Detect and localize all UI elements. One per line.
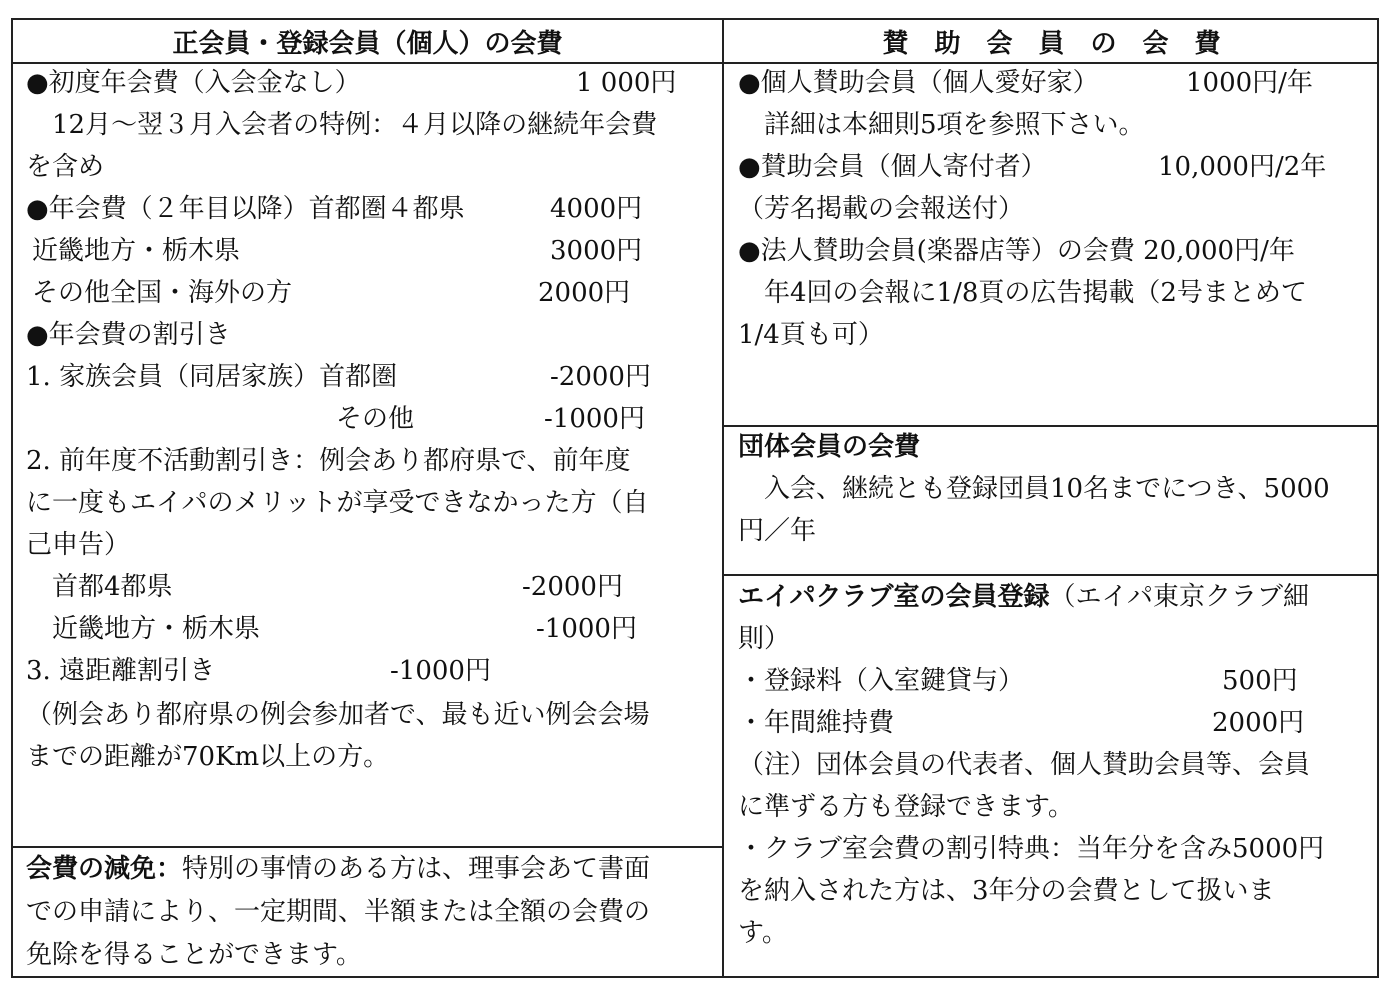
fee-reduction-line1 — [26, 852, 650, 886]
left-reduction-divider — [11, 846, 722, 848]
individual-supporter-label: ●個人賛助会員（個人愛好家） — [738, 68, 1099, 98]
distance-discount-amount: -1000円 — [390, 656, 491, 686]
distance-discount-label: 3. 遠距離割引き — [26, 656, 216, 686]
club-discount2: を納入された方は、3年分の会費として扱いま — [738, 876, 1275, 906]
inactivity-discount-line2: に一度もエイパのメリットが享受できなかった方（自 — [26, 488, 649, 518]
annual-fee-kinki-amount: 3000円 — [550, 236, 643, 266]
corporate-supporter-note1: 年4回の会報に1/8頁の広告掲載（2号まとめて — [738, 278, 1307, 308]
header-divider — [11, 62, 1379, 64]
family-discount-amount: -2000円 — [550, 362, 651, 392]
club-discount3: す。 — [738, 918, 788, 948]
donor-supporter-label: ●賛助会員（個人寄付者） — [738, 152, 1047, 182]
individual-supporter-note: 詳細は本細則5項を参照下さい。 — [738, 110, 1145, 140]
club-note2: に準ずる方も登録できます。 — [738, 792, 1074, 822]
inactivity-capital-label: 首都4都県 — [26, 572, 173, 602]
club-room-title-suffix: （エイパ東京クラブ細 — [1049, 582, 1309, 612]
family-discount-other-label: その他 — [336, 404, 415, 434]
registration-fee-amount: 500円 — [1222, 666, 1298, 696]
maintenance-fee-amount: 2000円 — [1212, 708, 1305, 738]
corporate-supporter-label: ●法人賛助会員(楽器店等）の会費 20,000円/年 — [738, 236, 1295, 266]
family-discount-label: 1. 家族会員（同居家族）首都圏 — [26, 362, 398, 392]
fee-reduction-text2: での申請により、一定期間、半額または全額の会費の — [26, 897, 651, 927]
annual-fee-capital-amount: 4000円 — [550, 194, 643, 224]
inactivity-kinki-label: 近畿地方・栃木県 — [26, 614, 261, 644]
fee-reduction-text1: 特別の事情のある方は、理事会あて書面 — [182, 854, 651, 884]
group-member-title: 団体会員の会費 — [738, 432, 921, 462]
fee-reduction-title: 会費の減免： — [26, 854, 183, 884]
discount-heading: ●年会費の割引き — [26, 320, 231, 350]
group-member-text1: 入会、継続とも登録団員10名までにつき、5000 — [738, 474, 1330, 504]
first-year-fee-amount: 1 000円 — [576, 68, 677, 98]
group-member-text2: 円／年 — [738, 516, 817, 546]
distance-discount-note2: までの距離が70Km以上の方。 — [26, 742, 390, 772]
donor-supporter-amount: 10,000円/2年 — [1158, 152, 1327, 182]
right-club-divider — [722, 574, 1379, 576]
club-room-title-line — [738, 580, 1309, 614]
late-join-note: 12月～翌３月入会者の特例：４月以降の継続年会費 — [26, 110, 658, 140]
inactivity-discount-line3: 己申告） — [26, 530, 131, 560]
inactivity-kinki-amount: -1000円 — [536, 614, 637, 644]
inactivity-discount-line1: 2. 前年度不活動割引き：例会あり都府県で、前年度 — [26, 446, 631, 476]
right-column-header: 賛 助 会 員 の 会 費 — [882, 28, 1221, 59]
maintenance-fee-label: ・年間維持費 — [738, 708, 895, 738]
annual-fee-kinki-label: 近畿地方・栃木県 — [32, 236, 241, 266]
donor-supporter-note: （芳名掲載の会報送付） — [738, 194, 1025, 224]
first-year-fee-label: ●初度年会費（入会金なし） — [26, 68, 361, 98]
center-divider — [722, 18, 724, 978]
individual-supporter-amount: 1000円/年 — [1186, 68, 1313, 98]
corporate-supporter-note2: 1/4頁も可） — [738, 320, 884, 350]
registration-fee-label: ・登録料（入室鍵貸与） — [738, 666, 1025, 696]
family-discount-other-amount: -1000円 — [544, 404, 645, 434]
right-group-divider — [722, 425, 1379, 427]
club-room-title-cont: 則） — [738, 624, 791, 654]
left-column-header: 正会員・登録会員（個人）の会費 — [172, 28, 563, 59]
late-join-note-cont: を含め — [26, 152, 105, 182]
fee-reduction-text3: 免除を得ることができます。 — [26, 940, 362, 970]
distance-discount-note1: （例会あり都府県の例会参加者で、最も近い例会会場 — [26, 700, 650, 730]
annual-fee-other-label: その他全国・海外の方 — [32, 278, 293, 308]
club-room-title: エイパクラブ室の会員登録 — [738, 582, 1050, 612]
club-discount1: ・クラブ室会費の割引特典：当年分を含み5000円 — [738, 834, 1325, 864]
annual-fee-other-amount: 2000円 — [538, 278, 631, 308]
club-note1: （注）団体会員の代表者、個人賛助会員等、会員 — [738, 750, 1311, 780]
annual-fee-capital-label: ●年会費（２年目以降）首都圏４都県 — [26, 194, 465, 224]
inactivity-capital-amount: -2000円 — [522, 572, 623, 602]
